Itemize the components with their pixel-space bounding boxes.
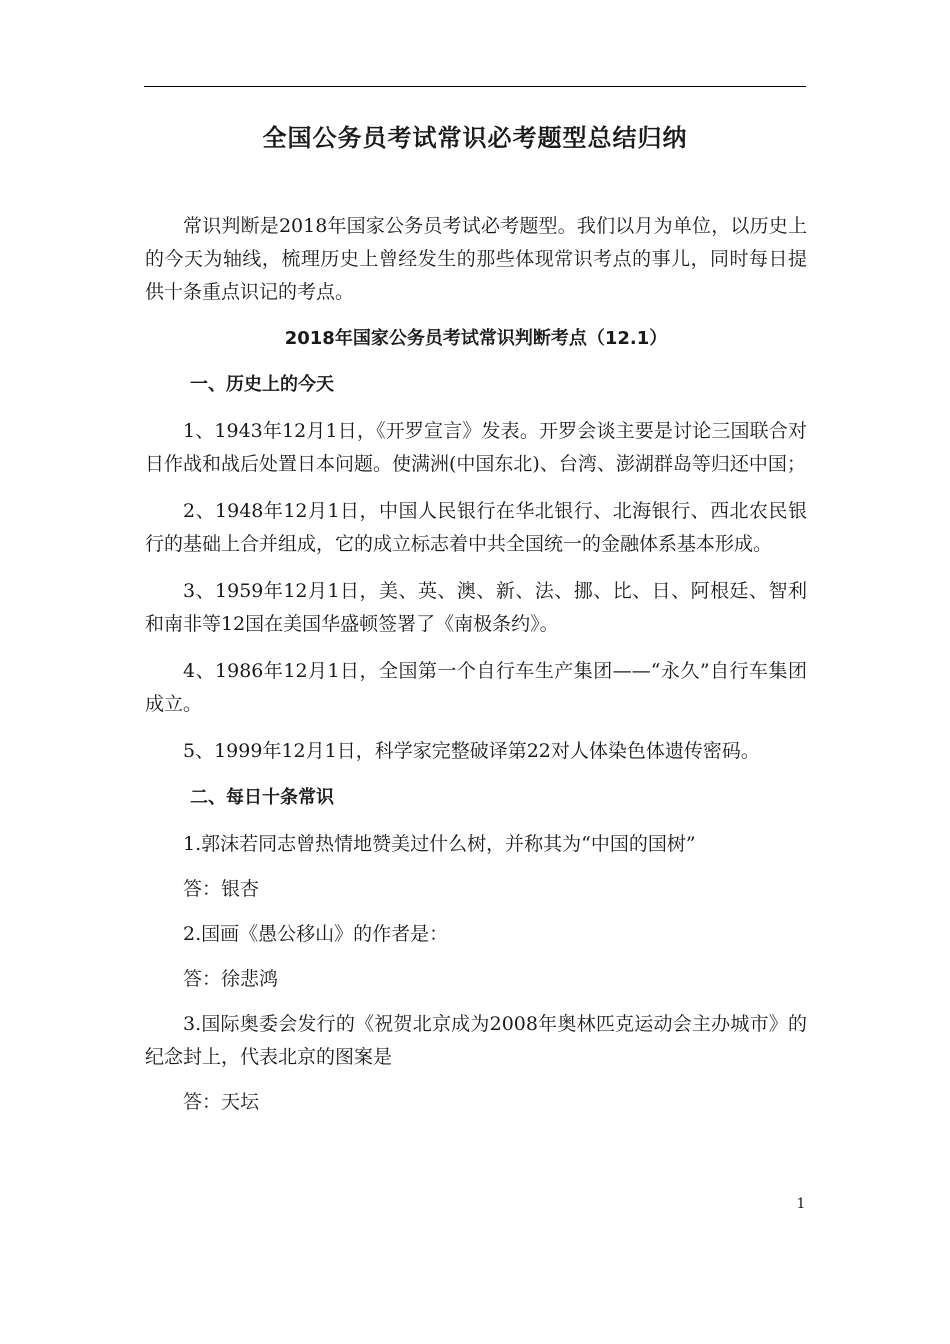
- section-heading-daily: 二、每日十条常识: [190, 787, 334, 808]
- question-item: 1.郭沫若同志曾热情地赞美过什么树，并称其为“中国的国树”: [183, 833, 696, 855]
- history-item: 3、1959年12月1日，美、英、澳、新、法、挪、比、日、阿根廷、智利和南非等12国在美国华盛顿签署了《南极条约》。: [145, 580, 807, 635]
- answer-item: 答：银杏: [183, 878, 260, 900]
- intro-paragraph: 常识判断是2018年国家公务员考试必考题型。我们以月为单位，以历史上的今天为轴线，梳理历史上曾经发生的那些体现常识考点的事儿，同时每日提供十条重点识记的考点。: [145, 215, 807, 303]
- question-item: 3.国际奥委会发行的《祝贺北京成为2008年奥林匹克运动会主办城市》的纪念封上，代表北京的图案是: [145, 1013, 807, 1068]
- section-heading-history: 一、历史上的今天: [190, 374, 334, 395]
- header-rule: [144, 86, 806, 87]
- answer-item: 答：徐悲鸿: [183, 968, 279, 990]
- history-item: 4、1986年12月1日，全国第一个自行车生产集团——“永久”自行车集团成立。: [145, 660, 807, 715]
- history-item: 2、1948年12月1日，中国人民银行在华北银行、北海银行、西北农民银行的基础上合并组成，它的成立标志着中共全国统一的金融体系基本形成。: [145, 500, 807, 555]
- page-number: 1: [796, 1196, 806, 1212]
- subtitle: 2018年国家公务员考试常识判断考点（12.1）: [284, 328, 668, 349]
- document-title: 全国公务员考试常识必考题型总结归纳: [262, 124, 688, 152]
- history-item: 5、1999年12月1日，科学家完整破译第22对人体染色体遗传密码。: [183, 740, 760, 762]
- question-item: 2.国画《愚公移山》的作者是：: [183, 923, 449, 945]
- history-item: 1、1943年12月1日，《开罗宣言》发表。开罗会谈主要是讨论三国联合对日作战和战后处置日本问题。使满洲(中国东北)、台湾、澎湖群岛等归还中国；: [145, 420, 807, 475]
- document-body: [145, 210, 807, 1131]
- answer-item: 答：天坛: [183, 1091, 260, 1113]
